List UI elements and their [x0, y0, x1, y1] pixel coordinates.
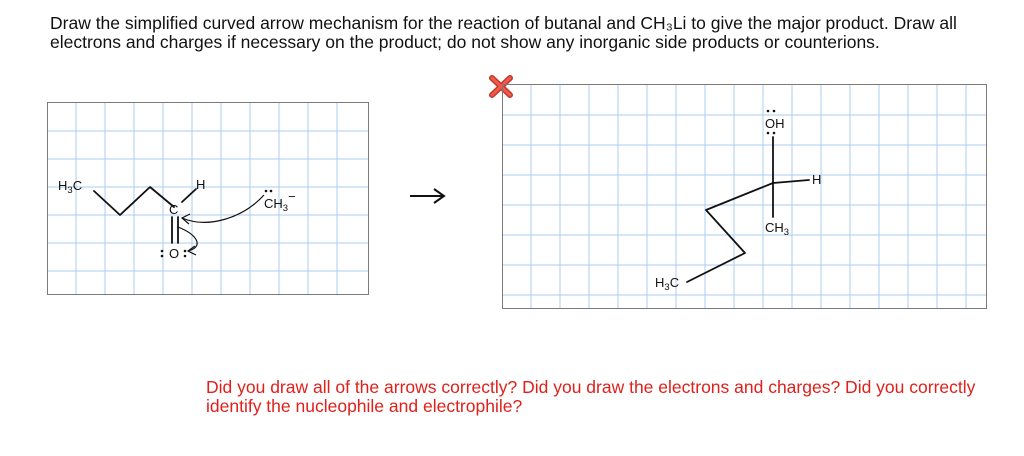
h3c-label: $H_3C$: [655, 275, 680, 293]
feedback-text: Did you draw all of the arrows correctly? Did you draw the electrons and charges? Did you correctly identify the nucleophile and electrophile?: [206, 377, 976, 416]
grid: [503, 85, 986, 308]
h3c-label: $H_3C$: [58, 178, 83, 196]
hydroxyl-label: OH: [765, 116, 785, 131]
reactant-drawing: [48, 103, 368, 294]
reactant-canvas[interactable]: [47, 102, 369, 295]
methyl-lone-pair: [265, 190, 273, 193]
question-text: Draw the simplified curved arrow mechanism for the reaction of butanal and CH₃Li to give the major product. Draw all electrons and charges if necessary on the product; do not show any inorganic side products or counterions.: [50, 13, 957, 52]
hydrogen-label: H: [812, 172, 822, 187]
carbon-chain: [687, 183, 773, 282]
ch3-label: $CH_3$: [765, 220, 790, 238]
product-drawing: [503, 85, 986, 308]
oxygen-label: O: [169, 246, 180, 261]
methyl-anion-label: $CH_3-$: [264, 189, 296, 214]
c-h-bond: [773, 180, 809, 183]
grid: [48, 103, 368, 294]
nucleophile-curved-arrow: [182, 195, 264, 222]
reaction-arrow: [408, 186, 448, 206]
aldehyde-h-label: H: [196, 177, 206, 192]
pi-bond-curved-arrow: [178, 227, 197, 251]
product-canvas[interactable]: [502, 84, 987, 309]
c-h-bond: [182, 189, 196, 202]
carbonyl-carbon-label: C: [169, 202, 179, 217]
